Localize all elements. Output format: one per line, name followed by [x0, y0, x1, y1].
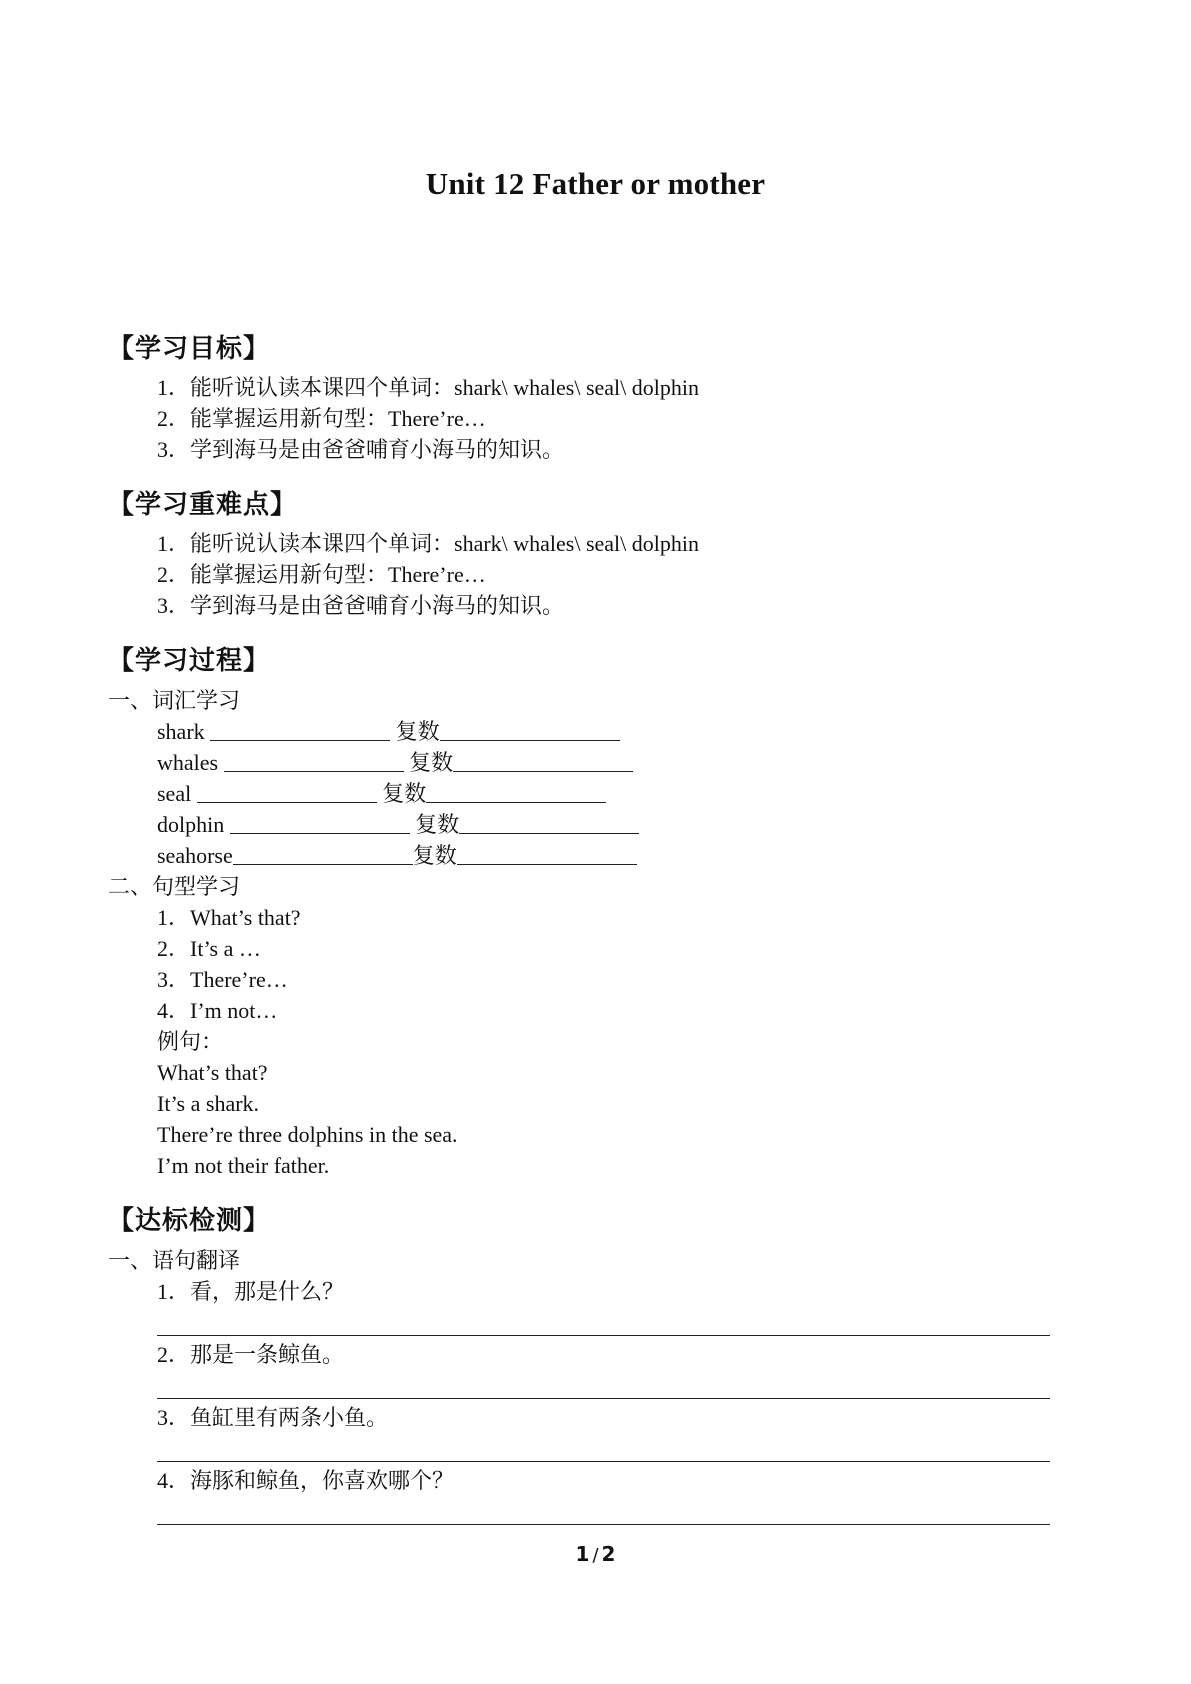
pattern-item: 2．It’s a … [157, 936, 261, 961]
plural-answer-blank[interactable] [457, 844, 637, 865]
goal-item: 1．能听说认读本课四个单词：shark\ whales\ seal\ dolphin [157, 375, 700, 400]
current-page: 1 [575, 1542, 590, 1566]
plural-answer-blank[interactable] [459, 813, 639, 834]
vocab-row [157, 718, 620, 746]
pattern-item: 3．There’re… [157, 967, 288, 992]
vocab-row [157, 749, 633, 777]
key-point-item: 2．能掌握运用新句型：There’re… [157, 562, 486, 587]
answer-line[interactable] [157, 1461, 1050, 1462]
section-heading-process: 【学习过程】 [108, 646, 271, 676]
translate-question: 2．那是一条鲸鱼。 [157, 1342, 345, 1367]
page-number: 1 / 2 [575, 1542, 616, 1566]
section-heading-goals: 【学习目标】 [108, 334, 271, 364]
example-sentence: I’m not their father. [157, 1153, 330, 1178]
answer-line[interactable] [157, 1398, 1050, 1399]
plural-label: 复数 [412, 843, 457, 868]
example-sentence: What’s that? [157, 1060, 268, 1085]
vocab-word: whales [157, 750, 224, 775]
answer-blank[interactable] [224, 751, 404, 772]
plural-answer-blank[interactable] [426, 782, 606, 803]
key-point-item: 1．能听说认读本课四个单词：shark\ whales\ seal\ dolphin [157, 531, 700, 556]
pattern-title: 二、句型学习 [108, 874, 241, 899]
key-point-item: 3．学到海马是由爸爸哺育小海马的知识。 [157, 593, 565, 618]
goal-item: 3．学到海马是由爸爸哺育小海马的知识。 [157, 437, 565, 462]
answer-blank[interactable] [233, 844, 413, 865]
plural-label: 复数 [415, 812, 460, 837]
section-heading-key-points: 【学习重难点】 [108, 490, 298, 520]
vocab-word: seal [157, 781, 197, 806]
example-sentence: It’s a shark. [157, 1091, 260, 1116]
plural-answer-blank[interactable] [453, 751, 633, 772]
goal-item: 2．能掌握运用新句型：There’re… [157, 406, 486, 431]
translate-question: 3．鱼缸里有两条小鱼。 [157, 1405, 389, 1430]
vocab-word: dolphin [157, 812, 230, 837]
plural-answer-blank[interactable] [440, 720, 620, 741]
pattern-item: 1．What’s that? [157, 905, 301, 930]
total-pages: 2 [601, 1542, 616, 1566]
pattern-item: 4．I’m not… [157, 998, 278, 1023]
answer-blank[interactable] [210, 720, 390, 741]
vocab-word: shark [157, 719, 211, 744]
example-label: 例句： [157, 1029, 224, 1054]
vocab-row [157, 780, 606, 808]
translate-question: 4．海豚和鲸鱼，你喜欢哪个？ [157, 1468, 455, 1493]
translate-question: 1．看，那是什么？ [157, 1279, 345, 1304]
answer-blank[interactable] [230, 813, 410, 834]
plural-label: 复数 [409, 750, 454, 775]
page-title: Unit 12 Father or mother [425, 166, 766, 201]
plural-label: 复数 [382, 781, 427, 806]
answer-line[interactable] [157, 1524, 1050, 1525]
translate-title: 一、语句翻译 [108, 1248, 241, 1273]
vocab-row [157, 811, 639, 839]
vocab-row [157, 842, 637, 870]
example-sentence: There’re three dolphins in the sea. [157, 1122, 458, 1147]
vocab-word: seahorse [157, 843, 233, 868]
plural-label: 复数 [395, 719, 440, 744]
vocab-title: 一、词汇学习 [108, 688, 241, 713]
answer-line[interactable] [157, 1335, 1050, 1336]
answer-blank[interactable] [197, 782, 377, 803]
section-heading-test: 【达标检测】 [108, 1206, 271, 1236]
